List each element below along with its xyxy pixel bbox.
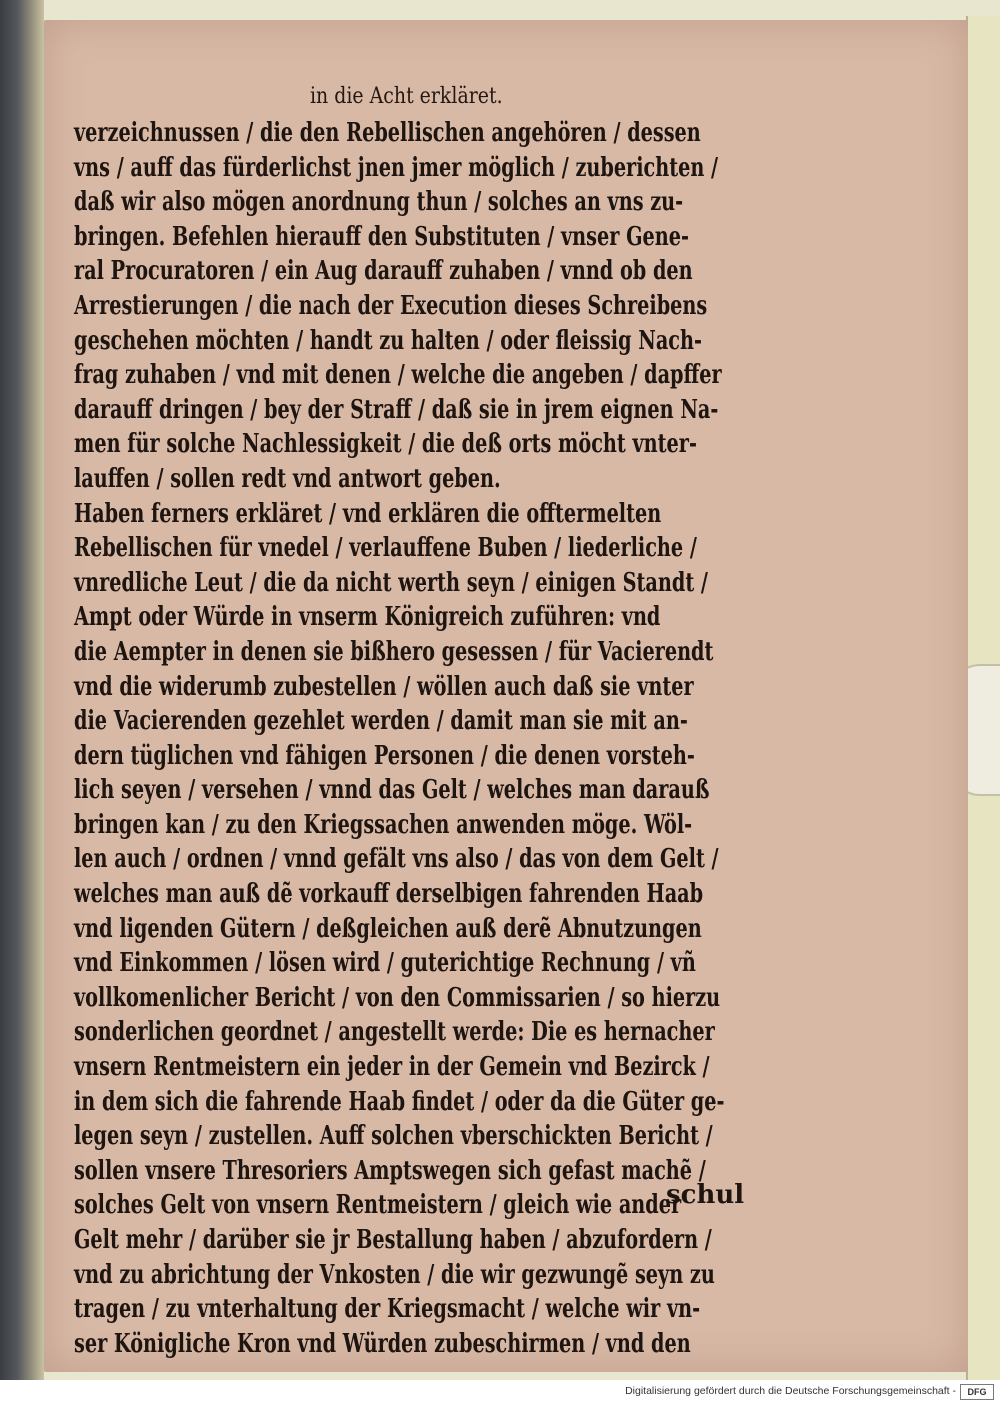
text-line: tragen / zu vnterhaltung der Kriegsmacht / welche wir vn- (74, 1294, 701, 1325)
text-line: legen seyn / zustellen. Auff solchen vberschickten Bericht / (74, 1121, 713, 1152)
text-line: bringen. Befehlen hierauff den Substituten / vnser Gene- (74, 221, 689, 252)
text-line: verzeichnussen / die den Rebellischen angehören / dessen (74, 118, 701, 148)
text-line: vnd die widerumb zubestellen / wöllen auch daß sie vnter (74, 671, 694, 702)
text-line: vnd Einkommen / lösen wird / guterichtige Rechnung / vñ (74, 948, 696, 979)
text-line: len auch / ordnen / vnnd gefält vns also / das von dem Gelt / (74, 844, 719, 875)
text-line: vollkomenlicher Bericht / von den Commissarien / so hierzu (74, 982, 721, 1013)
text-line: geschehen möchten / handt zu halten / oder fleissig Nach- (74, 325, 702, 356)
text-line: Arrestierungen / die nach der Execution dieses Schreibens (74, 290, 708, 321)
text-line: Ampt oder Würde in vnserm Königreich zuführen: vnd (74, 602, 661, 633)
text-line: solches Gelt von vnsern Rentmeistern / gleich wie ander (74, 1190, 682, 1221)
running-head: in die Acht erkläret. (310, 84, 503, 109)
text-line: welches man auß dẽ vorkauff derselbigen fahrenden Haab (74, 879, 704, 910)
book-binding (0, 0, 44, 1380)
text-line: sonderlichen geordnet / angestellt werde: Die es hernacher (74, 1017, 715, 1048)
text-line: Haben ferners erkläret / vnd erklären die offtermelten (74, 498, 662, 529)
text-line: ser Königliche Kron vnd Würden zubeschirmen / vnd den (74, 1328, 691, 1359)
text-line: vnsern Rentmeistern ein jeder in der Gemein vnd Bezirck / (74, 1052, 710, 1083)
text-line: vnredliche Leut / die da nicht werth seyn / einigen Standt / (74, 567, 708, 598)
text-line: men für solche Nachlessigkeit / die deß orts möcht vnter- (74, 429, 697, 460)
text-line: die Vacierenden gezehlet werden / damit man sie mit an- (74, 706, 688, 737)
text-line: darauff dringen / bey der Straff / daß sie in jrem eignen Na- (74, 394, 719, 425)
text-line: in dem sich die fahrende Haab findet / oder da die Güter ge- (74, 1086, 725, 1117)
text-line: vnd ligenden Gütern / deßgleichen auß derẽ Abnutzungen (74, 913, 702, 944)
text-line: ral Procuratoren / ein Aug darauff zuhaben / vnnd ob den (74, 256, 693, 287)
text-line: daß wir also mögen anordnung thun / solches an vns zu- (74, 187, 684, 218)
text-line: lauffen / sollen redt vnd antwort geben. (74, 463, 501, 494)
text-line: frag zuhaben / vnd mit denen / welche die angeben / dapffer (74, 360, 722, 391)
funding-credit: Digitalisierung gefördert durch die Deutsche Forschungsgemeinschaft - (625, 1385, 956, 1397)
footer-bar (0, 1380, 1000, 1404)
book-page (44, 20, 968, 1372)
text-line: vns / auff das fürderlichst jnen jmer möglich / zuberichten / (74, 152, 719, 183)
text-line: die Aempter in denen sie bißhero gesessen / für Vacierendt (74, 636, 714, 667)
dfg-logo-icon: DFG (960, 1384, 994, 1400)
text-line: dern tüglichen vnd fähigen Personen / die denen vorsteh- (74, 740, 695, 771)
text-line: Gelt mehr / darüber sie jr Bestallung haben / abzufordern / (74, 1225, 712, 1255)
catchword: schul (666, 1180, 745, 1210)
text-block (74, 116, 754, 1361)
text-line: lich seyen / versehen / vnnd das Gelt / welches man darauß (74, 775, 710, 806)
text-line: Rebellischen für vnedel / verlauffene Buben / liederliche / (74, 533, 697, 564)
text-line: vnd zu abrichtung der Vnkosten / die wir gezwungẽ seyn zu (74, 1259, 715, 1290)
text-line: bringen kan / zu den Kriegssachen anwenden möge. Wöl- (74, 809, 693, 840)
text-line: sollen vnsere Thresoriers Amptswegen sich gefast machẽ / (74, 1155, 706, 1186)
